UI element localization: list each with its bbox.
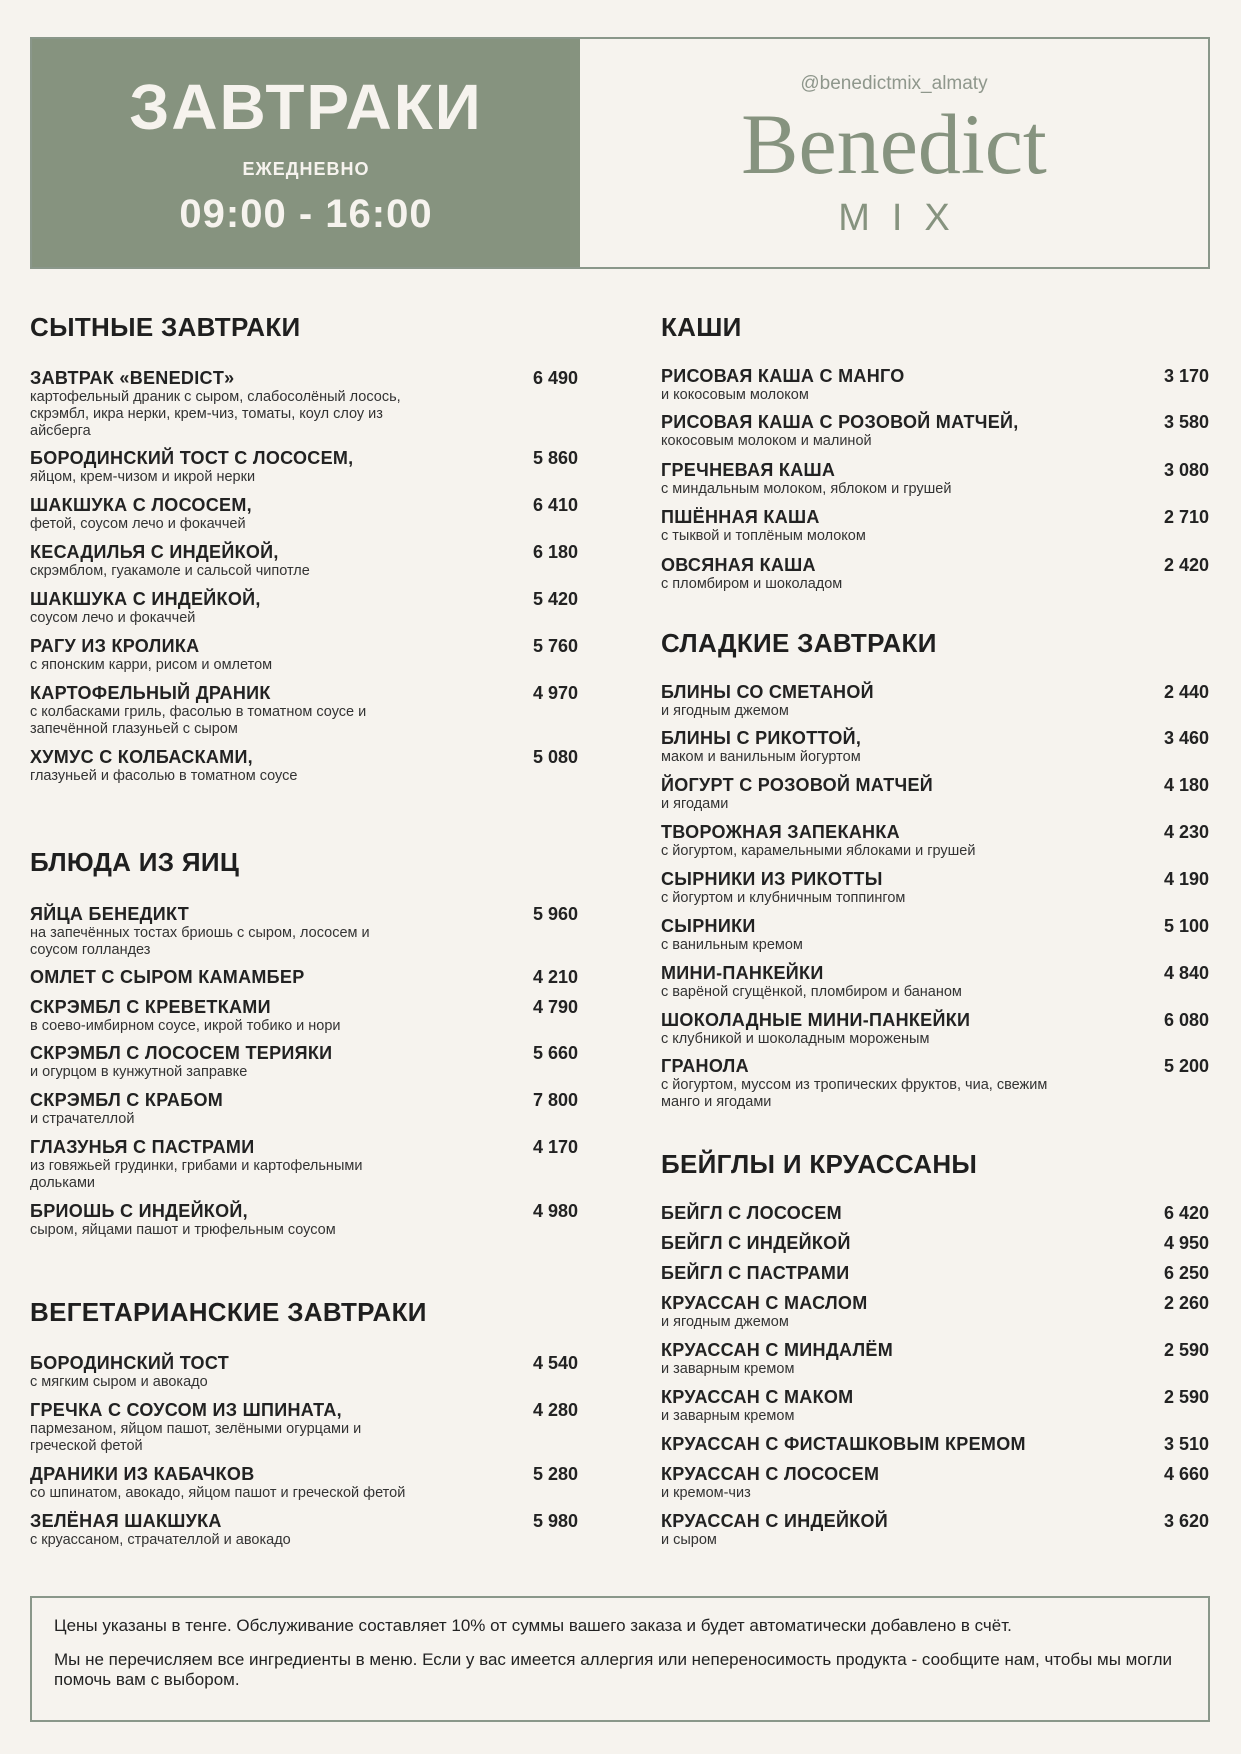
item-name: ДРАНИКИ ИЗ КАБАЧКОВ [30, 1464, 255, 1484]
menu-item [30, 997, 578, 1035]
menu-item [661, 869, 1209, 907]
menu-item [661, 963, 1209, 1001]
item-price: 4 180 [1163, 775, 1209, 795]
menu-item [30, 589, 578, 627]
item-name: БЛИНЫ С РИКОТТОЙ, [661, 728, 862, 748]
item-price: 5 660 [532, 1043, 578, 1063]
item-desc: с миндальным молоком, яблоком и грушей [661, 481, 952, 497]
item-price: 3 580 [1163, 412, 1209, 432]
menu-item [30, 542, 578, 580]
item-price: 5 960 [532, 904, 578, 924]
item-price: 4 210 [532, 967, 578, 987]
item-name: КРУАССАН С ФИСТАШКОВЫМ КРЕМОМ [661, 1434, 1026, 1454]
item-price: 5 280 [532, 1464, 578, 1484]
menu-item [661, 412, 1209, 450]
item-desc: с японским карри, рисом и омлетом [30, 657, 273, 673]
item-name: БОРОДИНСКИЙ ТОСТ С ЛОСОСЕМ, [30, 448, 354, 468]
item-name: ГЛАЗУНЬЯ С ПАСТРАМИ [30, 1137, 255, 1157]
item-price: 5 100 [1163, 916, 1209, 936]
item-price: 2 420 [1163, 555, 1209, 575]
menu-item [30, 448, 578, 486]
item-price: 2 260 [1163, 1293, 1209, 1313]
item-price: 6 180 [532, 542, 578, 562]
item-desc: фетой, соусом лечо и фокаччей [30, 516, 246, 532]
menu-item [661, 1263, 1209, 1284]
item-price: 6 490 [532, 368, 578, 388]
item-price: 4 840 [1163, 963, 1209, 983]
item-price: 4 230 [1163, 822, 1209, 842]
menu-item [30, 368, 578, 440]
menu-item [30, 495, 578, 533]
item-name: БРИОШЬ С ИНДЕЙКОЙ, [30, 1201, 248, 1221]
item-name: СКРЭМБЛ С ЛОСОСЕМ ТЕРИЯКИ [30, 1043, 333, 1063]
menu-item [661, 366, 1209, 404]
item-desc: с йогуртом и клубничным топпингом [661, 890, 906, 906]
item-desc: и заварным кремом [661, 1408, 795, 1424]
item-desc: кокосовым молоком и малиной [661, 433, 872, 449]
item-name: ХУМУС С КОЛБАСКАМИ, [30, 747, 253, 767]
item-price: 6 420 [1163, 1203, 1209, 1223]
item-desc: глазуньей и фасолью в томатном соусе [30, 768, 298, 784]
item-desc: с тыквой и топлёным молоком [661, 528, 866, 544]
item-name: КРУАССАН С ИНДЕЙКОЙ [661, 1511, 889, 1531]
menu-item [30, 1353, 578, 1391]
item-name: ОВСЯНАЯ КАША [661, 555, 816, 575]
menu-item [661, 460, 1209, 498]
item-desc: с варёной сгущёнкой, пломбиром и бананом [661, 984, 962, 1000]
item-price: 3 460 [1163, 728, 1209, 748]
item-name: ШОКОЛАДНЫЕ МИНИ-ПАНКЕЙКИ [661, 1010, 971, 1030]
item-name: КРУАССАН С МАКОМ [661, 1387, 854, 1407]
menu-item [661, 1010, 1209, 1048]
item-desc: с клубникой и шоколадным мороженым [661, 1031, 930, 1047]
menu-item [661, 1340, 1209, 1378]
item-price: 2 710 [1163, 507, 1209, 527]
menu-item [661, 555, 1209, 593]
item-desc: с круассаном, страчателлой и авокадо [30, 1532, 291, 1548]
item-name: МИНИ-ПАНКЕЙКИ [661, 963, 824, 983]
item-name: СКРЭМБЛ С КРАБОМ [30, 1090, 224, 1110]
menu-item [661, 1293, 1209, 1331]
item-price: 3 080 [1163, 460, 1209, 480]
item-desc: на запечённых тостах бриошь с сыром, лососем и соусом голландез [30, 925, 370, 958]
item-price: 5 420 [532, 589, 578, 609]
item-name: ЙОГУРТ С РОЗОВОЙ МАТЧЕЙ [661, 775, 933, 795]
item-desc: с йогуртом, муссом из тропических фруктов, чиа, свежим манго и ягодами [661, 1077, 1048, 1110]
item-desc: соусом лечо и фокаччей [30, 610, 196, 626]
menu-item [30, 1400, 578, 1455]
menu-item [661, 1203, 1209, 1224]
item-desc: и огурцом в кунжутной заправке [30, 1064, 248, 1080]
item-desc: и ягодным джемом [661, 703, 789, 719]
item-price: 6 080 [1163, 1010, 1209, 1030]
item-desc: с пломбиром и шоколадом [661, 576, 843, 592]
schedule-label: ЕЖЕДНЕВНО [242, 159, 370, 179]
section-title-porridge: КАШИ [661, 312, 742, 342]
menu-item [661, 1434, 1209, 1455]
menu-item [30, 1201, 578, 1239]
menu-item [661, 728, 1209, 766]
item-desc: с йогуртом, карамельными яблоками и грушей [661, 843, 976, 859]
item-name: РАГУ ИЗ КРОЛИКА [30, 636, 200, 656]
menu-item [661, 507, 1209, 545]
item-price: 4 660 [1163, 1464, 1209, 1484]
item-desc: пармезаном, яйцом пашот, зелёными огурцами и греческой фетой [30, 1421, 362, 1454]
menu-item [661, 822, 1209, 860]
item-desc: и кремом-чиз [661, 1485, 751, 1501]
item-price: 3 510 [1163, 1434, 1209, 1454]
item-desc: в соево-имбирном соусе, икрой тобико и нори [30, 1018, 341, 1034]
header-title-panel [32, 39, 580, 267]
item-name: СЫРНИКИ ИЗ РИКОТТЫ [661, 869, 883, 889]
menu-item [30, 1137, 578, 1192]
item-desc: маком и ванильным йогуртом [661, 749, 861, 765]
menu-item [30, 747, 578, 785]
item-desc: и кокосовым молоком [661, 387, 809, 403]
item-price: 4 980 [532, 1201, 578, 1221]
item-name: ШАКШУКА С ИНДЕЙКОЙ, [30, 589, 261, 609]
brand-logo-sub: MIX [838, 197, 972, 239]
item-name: ЗЕЛЁНАЯ ШАКШУКА [30, 1511, 222, 1531]
item-price: 5 080 [532, 747, 578, 767]
item-desc: скрэмблом, гуакамоле и сальсой чипотле [30, 563, 310, 579]
item-name: РИСОВАЯ КАША С МАНГО [661, 366, 905, 386]
item-price: 2 440 [1163, 682, 1209, 702]
item-desc: с мягким сыром и авокадо [30, 1374, 208, 1390]
menu-item [30, 967, 578, 988]
item-desc: и ягодами [661, 796, 729, 812]
item-name: БЕЙГЛ С ЛОСОСЕМ [661, 1203, 842, 1223]
item-desc: с колбасками гриль, фасолью в томатном соусе и запечённой глазуньей с сыром [30, 704, 367, 737]
item-price: 6 410 [532, 495, 578, 515]
item-name: ЯЙЦА БЕНЕДИКТ [30, 904, 190, 924]
item-name: БЕЙГЛ С ИНДЕЙКОЙ [661, 1233, 851, 1253]
item-name: БОРОДИНСКИЙ ТОСТ [30, 1353, 229, 1373]
item-price: 5 860 [532, 448, 578, 468]
instagram-handle: @benedictmix_almaty [800, 73, 988, 94]
allergy-note: Мы не перечисляем все ингредиенты в меню. Если у вас имеется аллергия или непереносимость продукта - сообщите нам, чтобы мы могли помочь вам с выбором. [54, 1650, 1173, 1689]
item-price: 4 540 [532, 1353, 578, 1373]
item-name: КРУАССАН С ЛОСОСЕМ [661, 1464, 880, 1484]
item-price: 3 170 [1163, 366, 1209, 386]
item-price: 4 280 [532, 1400, 578, 1420]
item-desc: и ягодным джемом [661, 1314, 789, 1330]
item-name: СКРЭМБЛ С КРЕВЕТКАМИ [30, 997, 271, 1017]
item-price: 4 190 [1163, 869, 1209, 889]
service-charge-note: Цены указаны в тенге. Обслуживание составляет 10% от суммы вашего заказа и будет автоматически добавлено в счёт. [54, 1616, 1012, 1635]
item-price: 4 950 [1163, 1233, 1209, 1253]
menu-item [30, 1511, 578, 1549]
item-desc: со шпинатом, авокадо, яйцом пашот и греческой фетой [30, 1485, 406, 1501]
section-title-eggs: БЛЮДА ИЗ ЯИЦ [30, 847, 240, 877]
item-desc: и страчателлой [30, 1111, 135, 1127]
menu-item [30, 1043, 578, 1081]
section-title-hearty: СЫТНЫЕ ЗАВТРАКИ [30, 312, 301, 342]
item-name: ОМЛЕТ С СЫРОМ КАМАМБЕР [30, 967, 305, 987]
item-price: 7 800 [532, 1090, 578, 1110]
item-desc: и сыром [661, 1532, 717, 1548]
item-name: ПШЁННАЯ КАША [661, 507, 820, 527]
page-title: ЗАВТРАКИ [129, 71, 483, 143]
item-desc: сыром, яйцами пашот и трюфельным соусом [30, 1222, 336, 1238]
menu-item [661, 1511, 1209, 1549]
menu-item [661, 1233, 1209, 1254]
item-name: КРУАССАН С МИНДАЛЁМ [661, 1340, 894, 1360]
opening-hours: 09:00 - 16:00 [179, 192, 433, 236]
menu-item [661, 775, 1209, 813]
item-desc: с ванильным кремом [661, 937, 803, 953]
item-desc: из говяжьей грудинки, грибами и картофельными дольками [30, 1158, 363, 1191]
menu-item [661, 1464, 1209, 1502]
menu-item [661, 1387, 1209, 1425]
menu-item [30, 904, 578, 959]
item-name: БЛИНЫ СО СМЕТАНОЙ [661, 682, 874, 702]
menu-item [661, 916, 1209, 954]
item-price: 2 590 [1163, 1340, 1209, 1360]
brand-panel [580, 39, 1208, 267]
menu-item [30, 683, 578, 738]
item-name: КРУАССАН С МАСЛОМ [661, 1293, 868, 1313]
section-title-bagels: БЕЙГЛЫ И КРУАССАНЫ [661, 1149, 978, 1179]
item-name: БЕЙГЛ С ПАСТРАМИ [661, 1263, 850, 1283]
item-price: 4 970 [532, 683, 578, 703]
item-name: ШАКШУКА С ЛОСОСЕМ, [30, 495, 252, 515]
menu-item [30, 1464, 578, 1502]
section-title-sweet: СЛАДКИЕ ЗАВТРАКИ [661, 628, 937, 658]
menu-item [661, 682, 1209, 720]
item-price: 6 250 [1163, 1263, 1209, 1283]
item-name: КАРТОФЕЛЬНЫЙ ДРАНИК [30, 683, 271, 703]
item-price: 4 170 [532, 1137, 578, 1157]
menu-item [30, 636, 578, 674]
item-price: 3 620 [1163, 1511, 1209, 1531]
item-name: ГРЕЧНЕВАЯ КАША [661, 460, 836, 480]
item-price: 2 590 [1163, 1387, 1209, 1407]
menu-item [661, 1056, 1209, 1111]
brand-logo: Benedict [741, 96, 1047, 192]
item-price: 5 200 [1163, 1056, 1209, 1076]
item-name: РИСОВАЯ КАША С РОЗОВОЙ МАТЧЕЙ, [661, 412, 1019, 432]
item-name: ЗАВТРАК «BENEDICT» [30, 368, 235, 388]
item-price: 4 790 [532, 997, 578, 1017]
item-name: КЕСАДИЛЬЯ С ИНДЕЙКОЙ, [30, 542, 279, 562]
item-desc: яйцом, крем-чизом и икрой нерки [30, 469, 256, 485]
item-name: ГРАНОЛА [661, 1056, 749, 1076]
footer-notice [30, 1596, 1210, 1722]
item-price: 5 760 [532, 636, 578, 656]
menu-header [30, 37, 1210, 269]
item-desc: и заварным кремом [661, 1361, 795, 1377]
item-name: СЫРНИКИ [661, 916, 756, 936]
menu-item [30, 1090, 578, 1128]
item-name: ГРЕЧКА С СОУСОМ ИЗ ШПИНАТА, [30, 1400, 342, 1420]
item-price: 5 980 [532, 1511, 578, 1531]
item-desc: картофельный драник с сыром, слабосолёный лосось, скрэмбл, икра нерки, крем-чиз, томаты, коул слоу из айсберга [30, 389, 401, 439]
item-name: ТВОРОЖНАЯ ЗАПЕКАНКА [661, 822, 900, 842]
section-title-veg: ВЕГЕТАРИАНСКИЕ ЗАВТРАКИ [30, 1297, 427, 1327]
